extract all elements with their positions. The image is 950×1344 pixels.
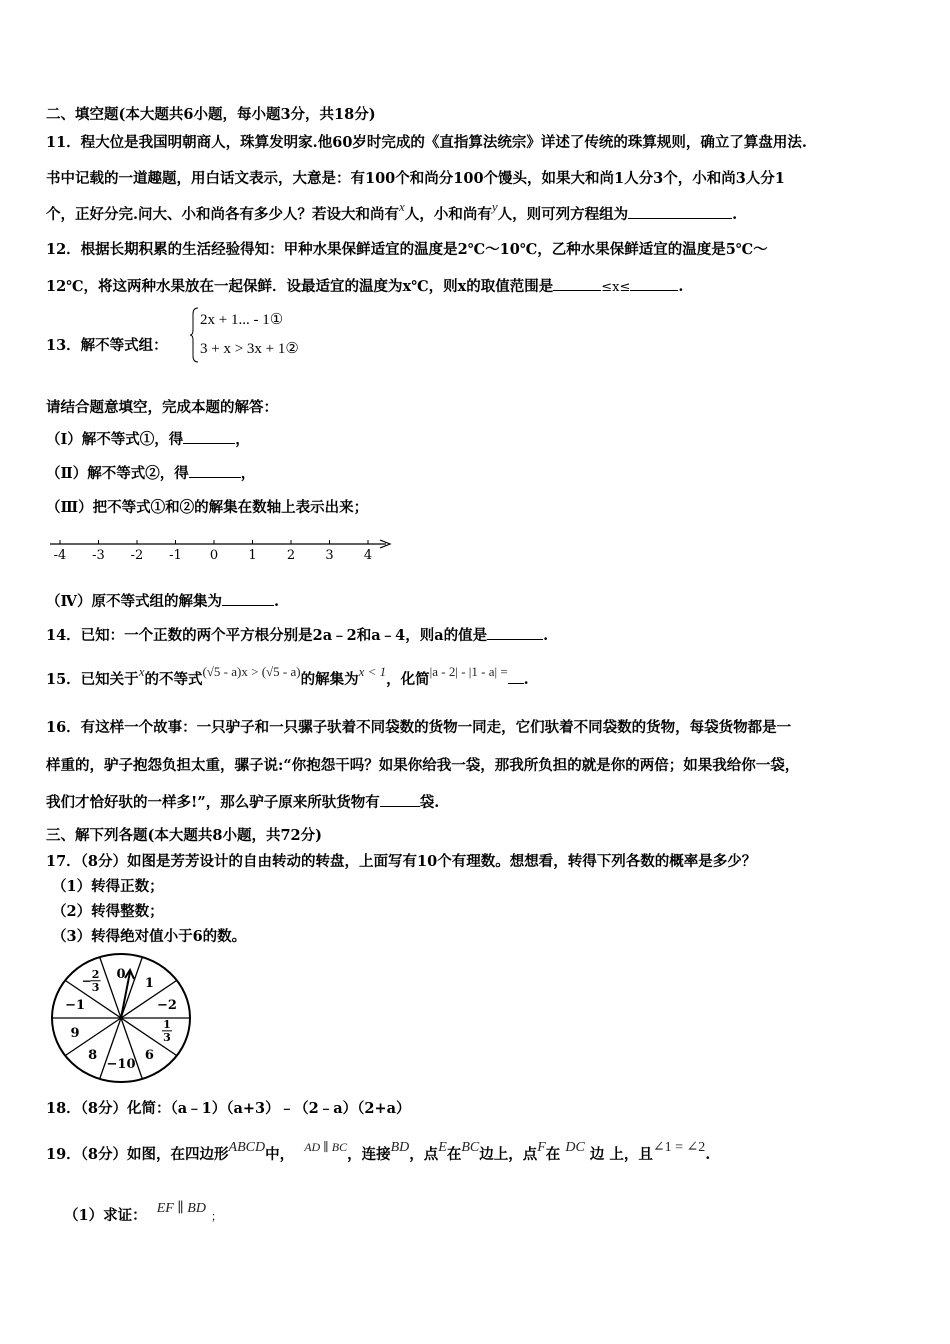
q12-text-a: 12℃，将这两种水果放在一起保鲜．设最适宜的温度为x℃，则x的取值范围是 — [46, 278, 554, 295]
q19-sub-1-text: （1）求证： — [64, 1207, 147, 1224]
q17-sub-1: （1）转得正数； — [52, 878, 164, 895]
number-line-label: 2 — [286, 548, 296, 562]
brace-icon — [190, 306, 200, 364]
q12-blank-2[interactable] — [630, 276, 678, 291]
q14 — [46, 624, 548, 645]
wheel-label: 8 — [88, 1048, 98, 1064]
q19-point-f: F — [537, 1140, 546, 1155]
q19-text-a: 19．（8分）如图，在四边形 — [46, 1146, 229, 1163]
q15-solution: x < 1 — [358, 664, 387, 679]
q13-part-1 — [46, 428, 250, 449]
q19-text-f: 边上，点 — [479, 1146, 538, 1163]
q11-line-3 — [46, 199, 738, 224]
q16-blank[interactable] — [380, 792, 420, 807]
q13-part-2-end: ， — [240, 465, 256, 482]
q19-point-e: E — [438, 1140, 447, 1155]
q14-end: . — [543, 627, 549, 644]
q12-line-1: 12．根据长期积累的生活经验得知：甲种水果保鲜适宜的温度是2℃～10℃，乙种水果保鲜适宜的温度是5℃～ — [46, 241, 768, 258]
number-line-label: -4 — [53, 548, 67, 562]
q19-text-g: 在 — [545, 1146, 561, 1163]
wheel-label: −1 — [65, 998, 86, 1014]
q11-text-c: 人，则可列方程组为 — [497, 206, 629, 223]
q16-line-2: 样重的，驴子抱怨负担太重，骡子说:“你抱怨干吗？如果你给我一袋，那我所负担的就是你的两倍；如果我给你一袋， — [46, 757, 800, 774]
q19-bd: BD — [390, 1140, 410, 1155]
q11-text-a: 个，正好分完.问大、小和尚各有多少人？若设大和尚有 — [46, 206, 400, 223]
q13-inequality-2: 3 + x > 3x + 1② — [200, 341, 299, 357]
q11-line-1: 11．程大位是我国明朝商人，珠算发明家.他60岁时完成的《直指算法统宗》详述了传统的珠算规则，确立了算盘用法. — [46, 134, 807, 151]
q19-text-b: 中， — [265, 1146, 295, 1163]
wheel-label: 0 — [116, 967, 126, 983]
q15 — [46, 664, 529, 689]
q15-text-c: 的解集为 — [300, 671, 359, 688]
section-3-title: 三、解下列各题(本大题共8小题，共72分) — [46, 827, 322, 844]
fraction-sign: − — [81, 973, 92, 988]
q19-abcd: ABCD — [228, 1140, 266, 1155]
fraction-denominator: 3 — [91, 980, 100, 994]
q11-text-b: 人，小和尚有 — [404, 206, 492, 223]
q15-text-a: 15．已知关于 — [46, 671, 139, 688]
q17-sub-2: （2）转得整数； — [52, 903, 164, 920]
q13-part-2-blank[interactable] — [189, 463, 241, 478]
q13-part-2 — [46, 462, 255, 483]
q11-var-x: x — [399, 199, 405, 214]
q11-text-d: . — [732, 206, 738, 223]
number-line — [46, 532, 396, 562]
q16-text-a: 我们才恰好驮的一样多!”，那么驴子原来所驮货物有 — [46, 794, 380, 811]
spinner-wheel — [50, 950, 195, 1085]
q19-text-h: 边 上，且 — [589, 1146, 653, 1163]
q12-blank-1[interactable] — [553, 276, 601, 291]
q11-line-2: 书中记载的一道趣题，用白话文表示，大意是：有100个和尚分100个馒头，如果大和尚1人分3个，小和尚3人分1 — [46, 170, 785, 187]
wheel-label: −2 — [156, 998, 177, 1014]
q15-text-b: 的不等式 — [144, 671, 203, 688]
number-line-label: 3 — [325, 548, 334, 562]
number-line-label: 4 — [363, 548, 373, 562]
q19-bc: BC — [461, 1140, 480, 1155]
q15-blank[interactable] — [508, 669, 524, 684]
fraction-numerator: 2 — [91, 967, 100, 981]
q15-end: . — [523, 671, 529, 688]
q19-angles: ∠1 = ∠2 — [652, 1140, 706, 1155]
q13-part-4-end: . — [273, 593, 280, 610]
q19-parallel: AD ∥ BC — [304, 1140, 348, 1154]
q13-part-4-blank[interactable] — [222, 591, 274, 606]
q16-line-3 — [46, 791, 439, 812]
q13-part-1-text: （Ⅰ）解不等式①，得 — [46, 431, 184, 448]
q15-var-x: x — [138, 664, 145, 679]
fraction-numerator: 1 — [163, 1017, 171, 1031]
section-2-title: 二、填空题(本大题共6小题，每小题3分，共18分) — [46, 106, 376, 123]
wheel-label: −10 — [106, 1056, 136, 1072]
wheel-label: 9 — [70, 1025, 80, 1041]
q19-text-e: 在 — [446, 1146, 462, 1163]
q19 — [46, 1140, 711, 1164]
number-line-label: -3 — [92, 548, 105, 562]
q11-answer-blank[interactable] — [628, 204, 732, 219]
q17-stem: 17．（8分）如图是芳芳设计的自由转动的转盘，上面写有10个有理数。想想看，转得下列各数的概率是多少？ — [46, 853, 757, 870]
q12-text-c: . — [678, 278, 684, 295]
wheel-label: 6 — [144, 1048, 154, 1064]
q16-text-b: 袋. — [419, 794, 440, 811]
q14-blank[interactable] — [487, 625, 543, 640]
q13-part-3: （Ⅲ）把不等式①和②的解集在数轴上表示出来； — [46, 499, 369, 516]
q19-ef-parallel-bd: EF ∥ BD — [156, 1201, 206, 1216]
q13-part-4 — [46, 590, 279, 611]
q12-text-b: ≤x≤ — [601, 280, 631, 295]
q18: 18．（8分）化简：（a﹣1）（a+3）﹣（2﹣a）（2+a） — [46, 1100, 411, 1117]
number-line-label: -2 — [130, 548, 144, 562]
q15-text-d: ，化简 — [386, 671, 430, 688]
wheel-label-fraction — [82, 968, 101, 994]
q19-sub-1-end: ； — [211, 1210, 222, 1223]
q13-label: 13．解不等式组： — [46, 337, 168, 354]
number-line-label: 1 — [248, 548, 257, 562]
q19-text-c: ，连接 — [347, 1146, 391, 1163]
number-line-label: -1 — [169, 548, 182, 562]
q13-inequality-system — [190, 306, 330, 366]
q19-sub-1 — [64, 1201, 222, 1225]
wheel-label-fraction — [162, 1018, 172, 1044]
fraction-denominator: 3 — [163, 1030, 171, 1044]
wheel-label: 1 — [144, 975, 154, 991]
q19-end: . — [705, 1146, 711, 1163]
q16-line-1: 16．有这样一个故事：一只驴子和一只骡子驮着不同袋数的货物一同走，它们驮着不同袋数的货物，每袋货物都是一 — [46, 719, 792, 736]
q13-part-2-text: （Ⅱ）解不等式②，得 — [46, 465, 189, 482]
q11-var-y: y — [491, 199, 498, 214]
q15-inequality: (√5 - a)x > (√5 - a) — [202, 664, 301, 679]
number-line-label: 0 — [209, 548, 219, 562]
q13-intro: 请结合题意填空，完成本题的解答： — [46, 399, 278, 416]
q12-line-2 — [46, 275, 683, 296]
q19-dc: DC — [565, 1140, 585, 1155]
q13-part-1-end: ， — [235, 431, 250, 448]
q19-text-d: ，点 — [409, 1146, 439, 1163]
q17-sub-3: （3）转得绝对值小于6的数。 — [52, 928, 247, 945]
q15-expression: |a - 2| - |1 - a| = — [429, 664, 508, 679]
q13-inequality-1: 2x + 1... - 1① — [200, 312, 284, 328]
number-line-ticks — [54, 540, 372, 562]
q13-part-4-text: （Ⅳ）原不等式组的解集为 — [46, 593, 222, 610]
q13-part-1-blank[interactable] — [183, 429, 235, 444]
q14-text: 14．已知：一个正数的两个平方根分别是2a﹣2和a﹣4，则a的值是 — [46, 627, 488, 644]
